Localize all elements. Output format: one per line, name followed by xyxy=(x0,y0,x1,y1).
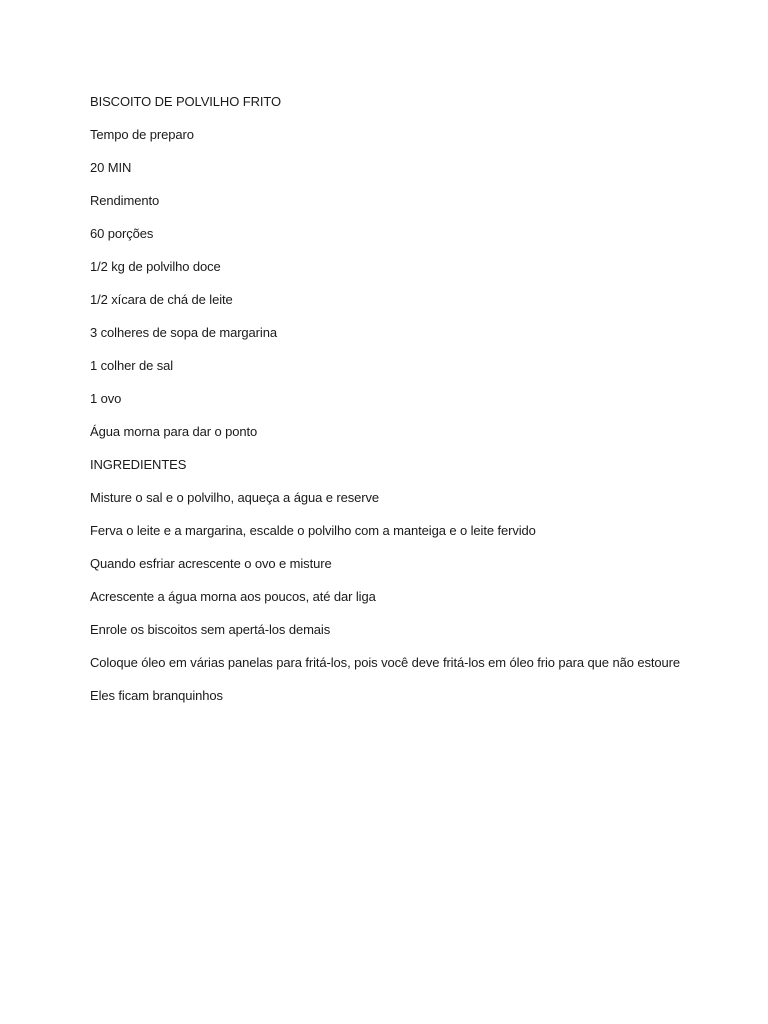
instruction-line: Eles ficam branquinhos xyxy=(90,688,223,703)
ingredient-line: 1/2 xícara de chá de leite xyxy=(90,292,233,307)
ingredient-line: 1 colher de sal xyxy=(90,358,174,373)
ingredient-line: 1 ovo xyxy=(90,391,122,406)
recipe-text xyxy=(90,92,750,719)
section-heading: INGREDIENTES xyxy=(90,457,187,472)
instruction-line: Enrole os biscoitos sem apertá-los demais xyxy=(90,622,331,637)
prep-time-label: Tempo de preparo xyxy=(90,127,194,142)
recipe-title: BISCOITO DE POLVILHO FRITO xyxy=(90,94,281,109)
ingredient-line: 3 colheres de sopa de margarina xyxy=(90,325,277,340)
yield-label: Rendimento xyxy=(90,193,160,208)
ingredient-line: Água morna para dar o ponto xyxy=(90,424,258,439)
instruction-line: Coloque óleo em várias panelas para fritá-los, pois você deve fritá-los em óleo frio para que não estoure xyxy=(90,655,681,670)
instruction-line: Quando esfriar acrescente o ovo e misture xyxy=(90,556,332,571)
instruction-line: Acrescente a água morna aos poucos, até dar liga xyxy=(90,589,376,604)
instruction-line: Ferva o leite e a margarina, escalde o polvilho com a manteiga e o leite fervido xyxy=(90,523,536,538)
yield-value: 60 porções xyxy=(90,226,154,241)
prep-time-value: 20 MIN xyxy=(90,160,132,175)
instruction-line: Misture o sal e o polvilho, aqueça a água e reserve xyxy=(90,490,380,505)
ingredient-line: 1/2 kg de polvilho doce xyxy=(90,259,221,274)
